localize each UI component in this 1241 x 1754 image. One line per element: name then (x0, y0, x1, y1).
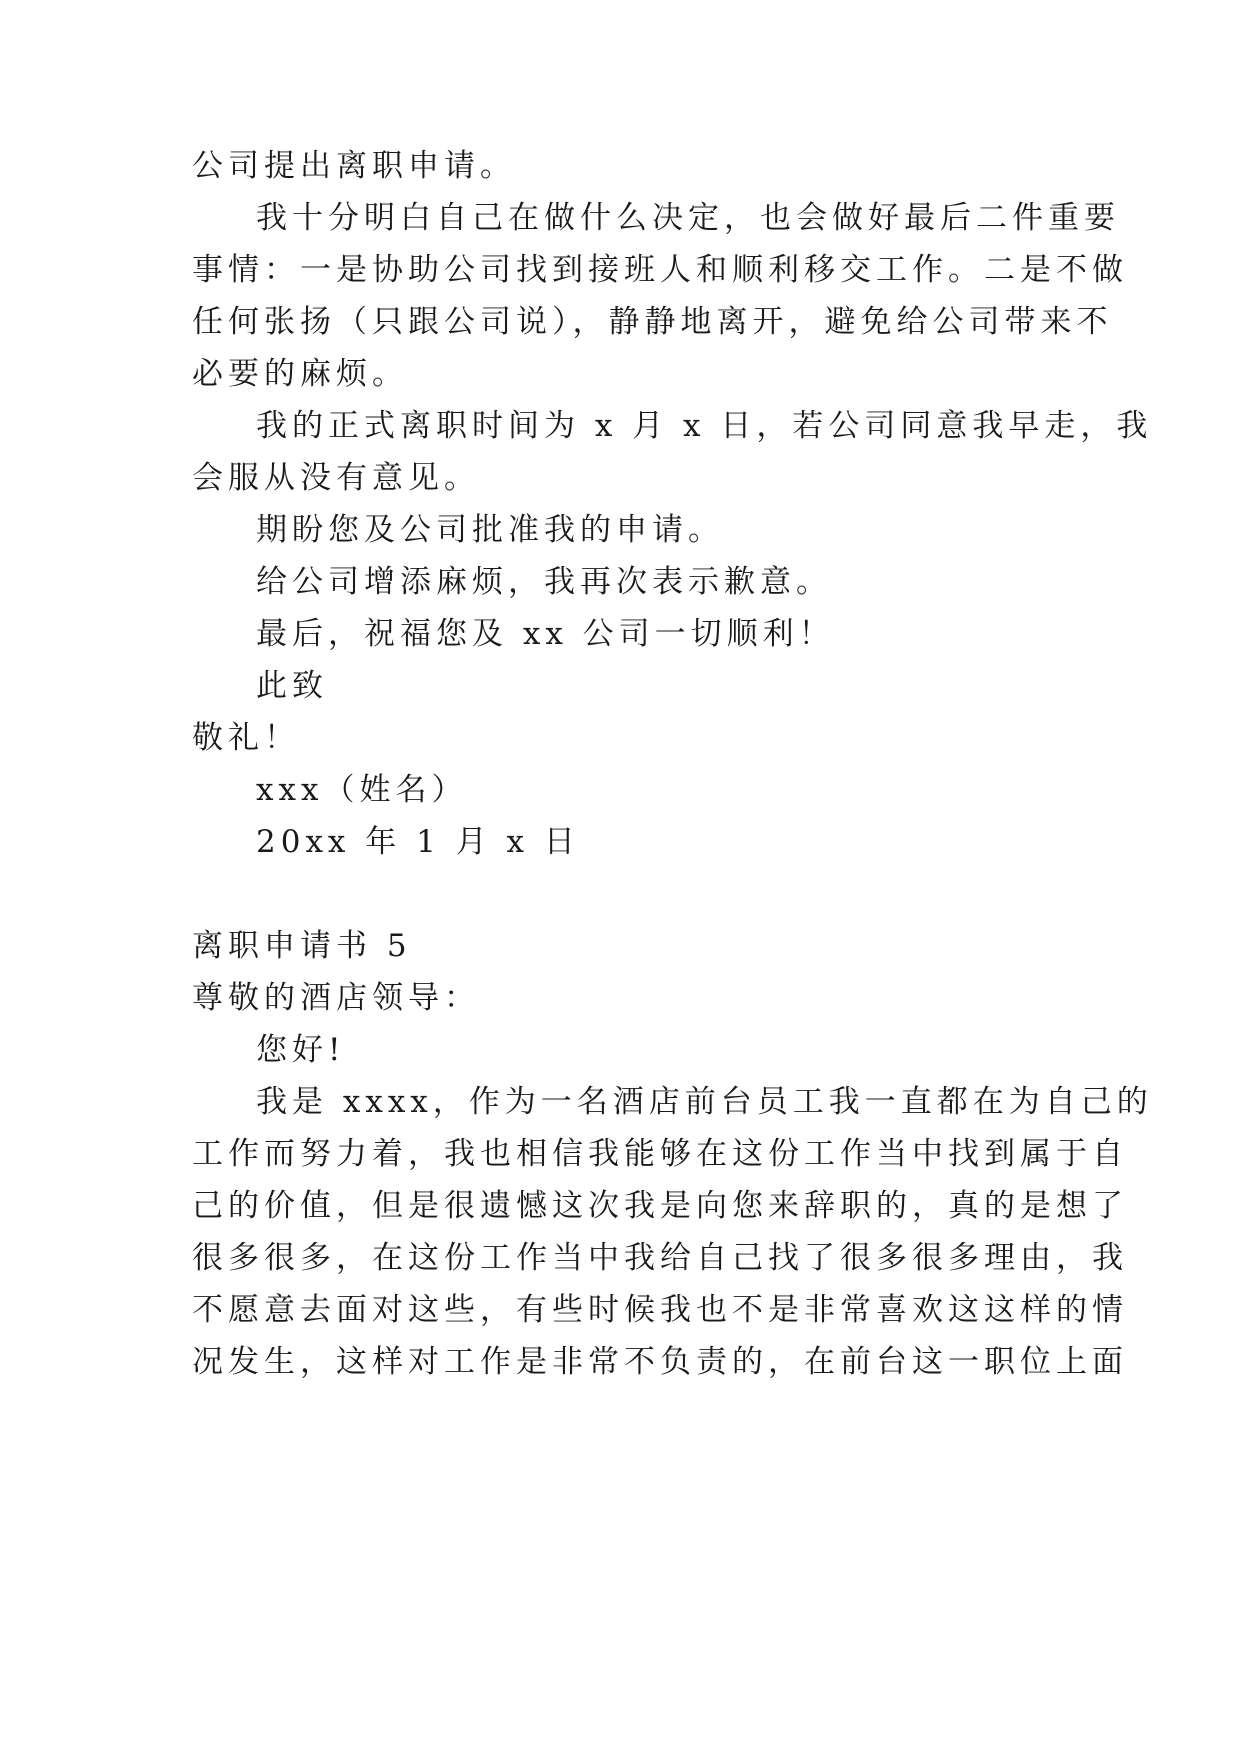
text-line: 事情：一是协助公司找到接班人和顺利移交工作。二是不做 (192, 252, 1128, 288)
text-line: 我十分明白自己在做什么决定，也会做好最后二件重要 (256, 200, 1120, 236)
text-line: 不愿意去面对这些，有些时候我也不是非常喜欢这这样的情 (192, 1292, 1128, 1328)
text-line: 会服从没有意见。 (192, 460, 480, 496)
text-line: 况发生，这样对工作是非常不负责的，在前台这一职位上面 (192, 1344, 1128, 1380)
text-line: 必要的麻烦。 (192, 356, 408, 392)
closing-phrase: 此致 (256, 668, 328, 704)
text-line: 最后，祝福您及 xx 公司一切顺利！ (256, 616, 835, 652)
section-heading: 离职申请书 5 (192, 928, 412, 964)
text-line: 己的价值，但是很遗憾这次我是向您来辞职的，真的是想了 (192, 1188, 1128, 1224)
letter-salutation: 尊敬的酒店领导： (192, 980, 480, 1016)
text-line: 我是 xxxx，作为一名酒店前台员工我一直都在为自己的 (256, 1084, 1153, 1120)
text-line: 我的正式离职时间为 x 月 x 日，若公司同意我早走，我 (256, 408, 1153, 444)
signature-date: 20xx 年 1 月 x 日 (256, 824, 580, 860)
text-line: 期盼您及公司批准我的申请。 (256, 512, 724, 548)
text-line: 任何张扬（只跟公司说），静静地离开，避免给公司带来不 (192, 304, 1113, 340)
text-line: 给公司增添麻烦，我再次表示歉意。 (256, 564, 832, 600)
text-line: 工作而努力着，我也相信我能够在这份工作当中找到属于自 (192, 1136, 1128, 1172)
signature-name: xxx（姓名） (256, 772, 468, 808)
salutation-closing: 敬礼！ (192, 720, 300, 756)
greeting: 您好! (256, 1032, 346, 1068)
text-line: 公司提出离职申请。 (192, 148, 516, 184)
text-line: 很多很多，在这份工作当中我给自己找了很多很多理由，我 (192, 1240, 1128, 1276)
